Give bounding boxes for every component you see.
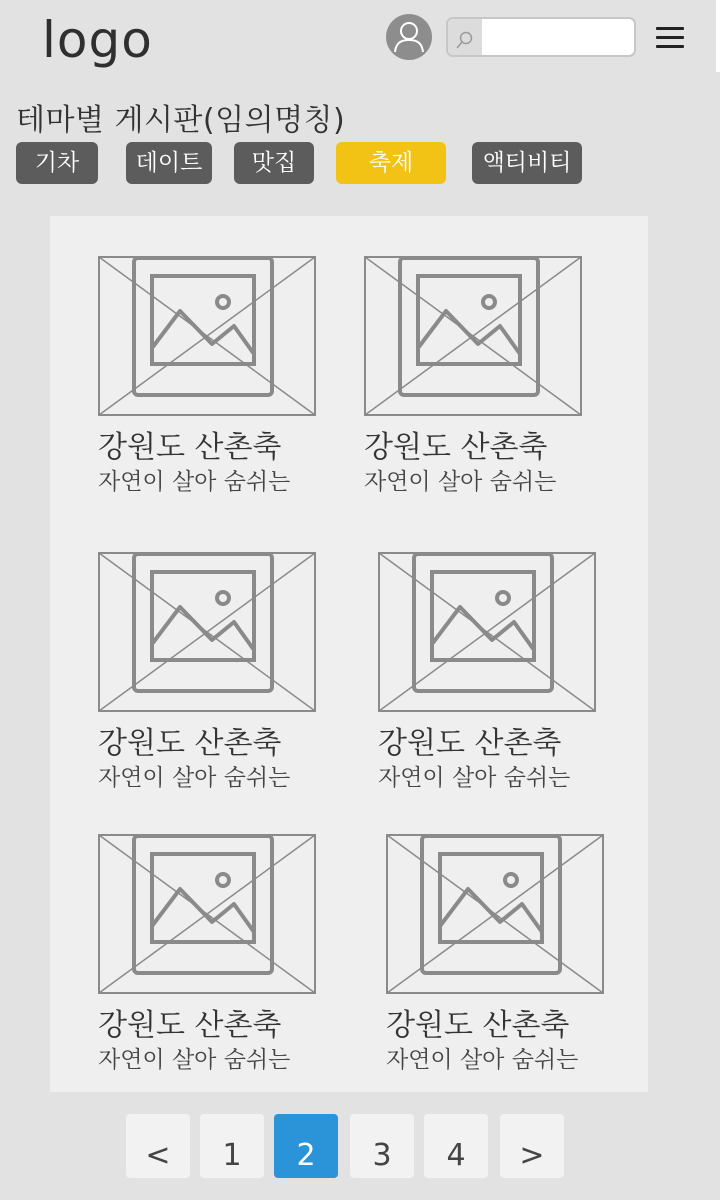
post-description: 자연이 살아 숨쉬는 [98, 1047, 291, 1073]
image-placeholder-icon [364, 256, 582, 416]
window-edge [716, 0, 720, 72]
tab-train[interactable]: 기차 [16, 142, 98, 184]
image-placeholder-icon [98, 834, 316, 994]
logo[interactable]: logo [42, 11, 153, 69]
search-input[interactable] [482, 19, 632, 55]
post-description: 자연이 살아 숨쉬는 [378, 765, 571, 791]
image-placeholder-icon [378, 552, 596, 712]
tab-festival[interactable]: 축제 [336, 142, 446, 184]
image-placeholder-icon [98, 256, 316, 416]
post-description: 자연이 살아 숨쉬는 [364, 469, 557, 495]
post-title: 강원도 산촌축 [98, 726, 282, 761]
user-avatar-icon[interactable] [386, 14, 432, 60]
prev-page-button[interactable]: < [126, 1114, 190, 1178]
page-button-2[interactable]: 2 [274, 1114, 338, 1178]
image-placeholder-icon [386, 834, 604, 994]
page-title: 테마별 게시판(임의명칭) [16, 103, 346, 138]
post-title: 강원도 산촌축 [98, 1008, 282, 1043]
page-button-3[interactable]: 3 [350, 1114, 414, 1178]
tab-restaurant[interactable]: 맛집 [234, 142, 314, 184]
post-title: 강원도 산촌축 [98, 430, 282, 465]
post-description: 자연이 살아 숨쉬는 [98, 765, 291, 791]
post-grid [50, 216, 648, 1092]
post-title: 강원도 산촌축 [364, 430, 548, 465]
post-description: 자연이 살아 숨쉬는 [386, 1047, 579, 1073]
post-title: 강원도 산촌축 [386, 1008, 570, 1043]
search-icon[interactable] [448, 19, 482, 55]
post-title: 강원도 산촌축 [378, 726, 562, 761]
page-button-1[interactable]: 1 [200, 1114, 264, 1178]
hamburger-menu-icon[interactable] [656, 27, 686, 49]
post-description: 자연이 살아 숨쉬는 [98, 469, 291, 495]
tab-activity[interactable]: 액티비티 [472, 142, 582, 184]
tab-date[interactable]: 데이트 [126, 142, 212, 184]
image-placeholder-icon [98, 552, 316, 712]
search-box [446, 17, 636, 57]
page-button-4[interactable]: 4 [424, 1114, 488, 1178]
next-page-button[interactable]: > [500, 1114, 564, 1178]
